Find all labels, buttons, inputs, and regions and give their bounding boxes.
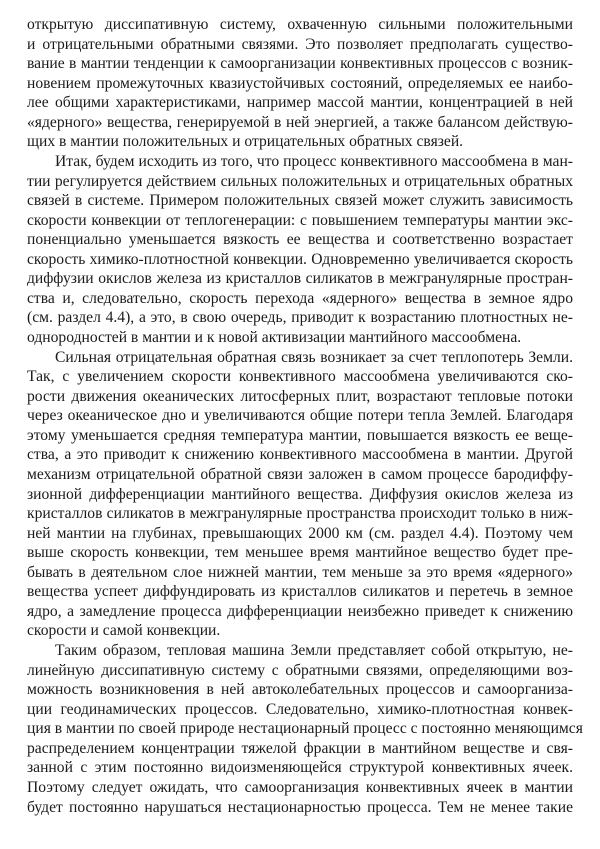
text-line: ства, а это приводит к снижению конвективного массообмена в мантии. Другой: [27, 446, 573, 464]
text-line: связей в системе. Примером положительных связей может служить зависимость: [27, 192, 573, 210]
text-line: новением промежуточных квазиустойчивых состояний, определяемых ее наибо-: [27, 74, 573, 92]
text-line: бывать в деятельном слое нижней мантии, тем меньше за это время «ядерного»: [27, 563, 573, 581]
text-line: ней мантии на глубинах, превышающих 2000 км (см. раздел 4.4). Поэтому чем: [27, 524, 573, 542]
paragraph: [27, 641, 583, 817]
text-line: можность возникновения в ней автоколебательных процессов и самоорганиза-: [27, 681, 573, 699]
document-page: [27, 15, 583, 817]
text-line: выше скорость конвекции, тем меньшее время мантийное вещество будет пре-: [27, 544, 573, 562]
text-line: однородностей в мантии и к новой активизации мантийного массообмена.: [27, 329, 522, 346]
text-line: диффузии окислов железа из кристаллов силикатов в межгранулярные простран-: [27, 270, 573, 288]
text-line: (см. раздел 4.4), а это, в свою очередь, приводит к возрастанию плотностных не-: [27, 309, 573, 327]
text-line: щих в мантии положительных и отрицательных обратных связей.: [27, 133, 464, 151]
text-line: через океаническое дно и увеличиваются общие потери тепла Землей. Благодаря: [27, 407, 573, 425]
text-line: рости движения океанических литосферных плит, возрастают тепловые потоки: [27, 387, 573, 405]
text-line: и отрицательными обратными связями. Это позволяет предполагать существо-: [27, 35, 573, 53]
text-line: занной с этим постоянно видоизменяющейся структурой конвективных ячеек.: [27, 759, 573, 777]
text-line: кристаллов силикатов в межгранулярные пространства происходит только в ниж-: [27, 505, 573, 523]
text-line: ства и, следовательно, скорость перехода «ядерного» вещества в земное ядро: [27, 289, 573, 307]
text-line: механизм отрицательной обратной связи заложен в самом процессе бародиффу-: [27, 465, 573, 483]
text-line: Так, с увеличением скорости конвективного массообмена увеличиваются ско-: [27, 368, 573, 386]
paragraph: [27, 348, 573, 641]
text-line: скорости конвекции от теплогенерации: с повышением температуры мантии экс-: [27, 211, 573, 229]
text-line: скорости и самой конвекции.: [27, 622, 221, 640]
text-line: Поэтому следует ожидать, что самоорганизация конвективных ячеек в мантии: [27, 778, 573, 796]
text-line: поненциально уменьшается вязкость ее вещества и соответственно возрастает: [27, 231, 573, 249]
text-line: зионной дифференциации мантийного вещества. Диффузия окислов железа из: [27, 485, 573, 503]
text-line: Итак, будем исходить из того, что процесс конвективного массообмена в ман-: [55, 152, 573, 170]
text-line: вещества успеет диффундировать из кристаллов силикатов и перетечь в земное: [27, 583, 573, 601]
paragraph: [27, 152, 573, 348]
text-line: лее общими характеристиками, например массой мантии, концентрацией в ней: [27, 94, 573, 112]
text-line: линейную диссипативную систему с обратными связями, определяющими воз-: [27, 661, 573, 679]
text-line: этому уменьшается средняя температура мантии, повышается вязкость ее веще-: [27, 426, 573, 444]
text-line: ции геодинамических процессов. Следовательно, химико-плотностная конвек-: [27, 700, 573, 718]
text-line: распределением концентрации тяжелой фракции в мантийном веществе и свя-: [27, 739, 573, 757]
paragraph: [27, 15, 573, 152]
text-line: Сильная отрицательная обратная связь возникает за счет теплопотерь Земли.: [55, 348, 573, 366]
text-line: Таким образом, тепловая машина Земли представляет собой открытую, не-: [55, 642, 573, 659]
text-line: тии регулируется действием сильных положительных и отрицательных обратных: [27, 172, 573, 190]
text-line: открытую диссипативную систему, охваченную сильными положительными: [27, 16, 573, 33]
text-line: ядро, а замедление процесса дифференциации неизбежно приведет к снижению: [27, 602, 573, 620]
text-line: будет постоянно нарушаться нестационарностью процесса. Тем не менее такие: [27, 798, 573, 816]
text-line: ция в мантии по своей природе нестационарный процесс с постоянно меняющимся: [27, 720, 583, 738]
text-line: «ядерного» вещества, генерируемой в ней энергией, а также балансом действую-: [27, 113, 573, 131]
text-line: скорость химико-плотностной конвекции. Одновременно увеличивается скорость: [27, 250, 573, 268]
text-line: вание в мантии тенденции к самоорганизации конвективных процессов с возник-: [27, 55, 573, 73]
